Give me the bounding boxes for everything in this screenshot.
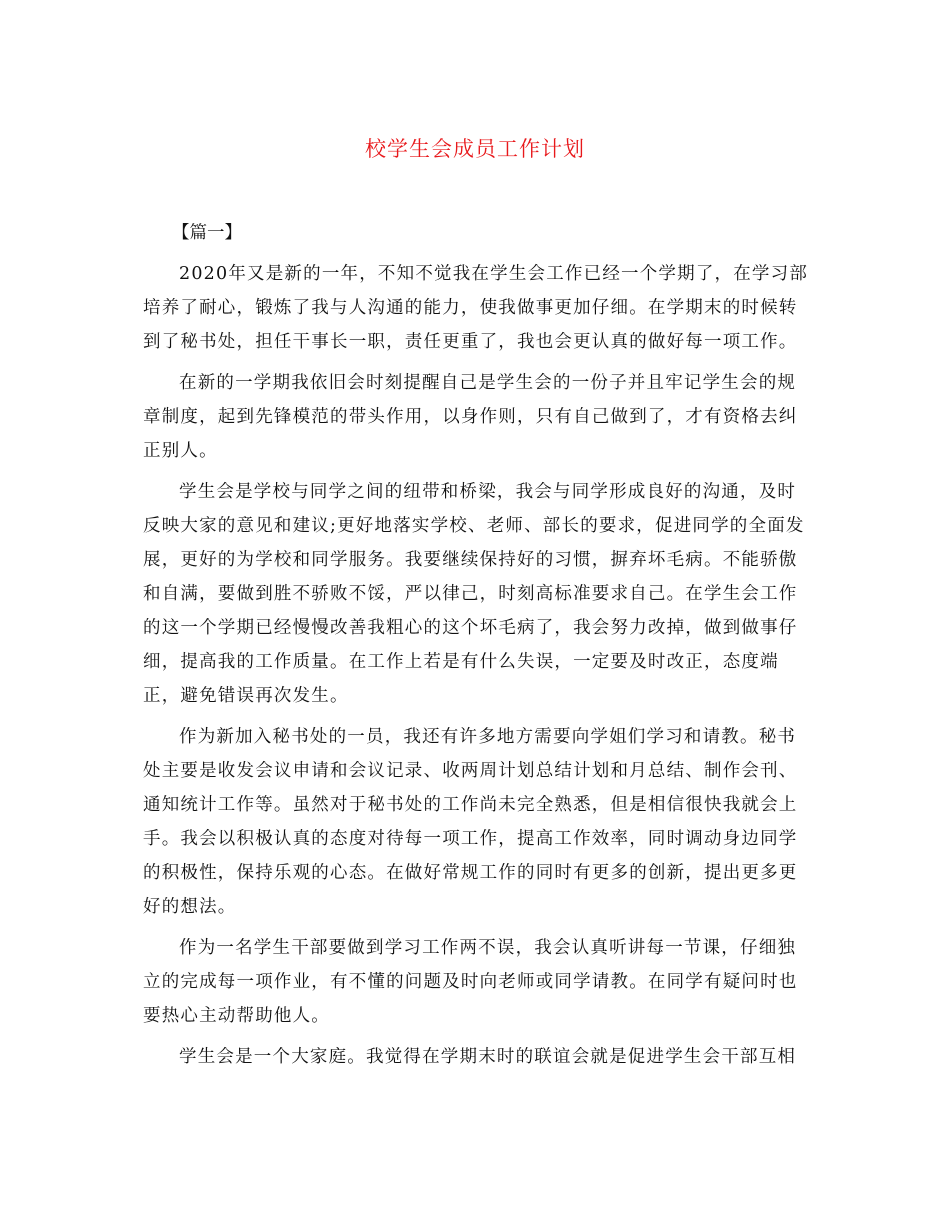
paragraph-line: 处主要是收发会议申请和会议记录、收两周计划总结计划和月总结、制作会刊、: [143, 761, 798, 781]
section-label: 【篇一】: [172, 223, 242, 243]
paragraph-line: 通知统计工作等。虽然对于秘书处的工作尚未完全熟悉，但是相信很快我就会上: [143, 795, 798, 815]
paragraph-line: 反映大家的意见和建议;更好地落实学校、老师、部长的要求，促进同学的全面发: [143, 516, 805, 536]
paragraph-line: 章制度，起到先锋模范的带头作用，以身作则，只有自己做到了，才有资格去纠: [143, 407, 798, 427]
paragraph-line: 培养了耐心，锻炼了我与人沟通的能力，使我做事更加仔细。在学期末的时候转: [143, 298, 798, 318]
paragraph-line: 手。我会以积极认真的态度对待每一项工作，提高工作效率，同时调动身边同学: [143, 829, 798, 849]
paragraph-line: 的这一个学期已经慢慢改善我粗心的这个坏毛病了，我会努力改掉，做到做事仔: [143, 618, 798, 638]
paragraph-line: 正，避免错误再次发生。: [143, 686, 349, 706]
paragraph-line: 好的想法。: [143, 897, 237, 917]
paragraph-line: 的积极性，保持乐观的心态。在做好常规工作的同时有更多的创新，提出更多更: [143, 863, 798, 883]
paragraph-line: 作为一名学生干部要做到学习工作两不误，我会认真听讲每一节课，仔细独: [179, 938, 797, 958]
paragraph-line: 学生会是学校与同学之间的纽带和桥梁，我会与同学形成良好的沟通，及时: [179, 482, 797, 502]
paragraph-line: 学生会是一个大家庭。我觉得在学期末时的联谊会就是促进学生会干部互相: [179, 1047, 797, 1067]
paragraph-line: 细，提高我的工作质量。在工作上若是有什么失误，一定要及时改正，态度端: [143, 652, 779, 672]
paragraph-line: 2020年又是新的一年，不知不觉我在学生会工作已经一个学期了，在学习部: [179, 264, 809, 284]
paragraph-line: 在新的一学期我依旧会时刻提醒自己是学生会的一份子并且牢记学生会的规: [179, 373, 797, 393]
paragraph-line: 和自满，要做到胜不骄败不馁，严以律己，时刻高标准要求自己。在学生会工作: [143, 584, 798, 604]
paragraph-line: 正别人。: [143, 441, 218, 461]
paragraph-line: 作为新加入秘书处的一员，我还有许多地方需要向学姐们学习和请教。秘书: [179, 727, 797, 747]
paragraph-line: 立的完成每一项作业，有不懂的问题及时向老师或同学请教。在同学有疑问时也: [143, 972, 798, 992]
document-title: 校学生会成员工作计划: [365, 137, 585, 161]
paragraph-line: 到了秘书处，担任干事长一职，责任更重了，我也会更认真的做好每一项工作。: [143, 332, 798, 352]
paragraph-line: 展，更好的为学校和同学服务。我要继续保持好的习惯，摒弃坏毛病。不能骄傲: [143, 550, 798, 570]
paragraph-line: 要热心主动帮助他人。: [143, 1006, 330, 1026]
